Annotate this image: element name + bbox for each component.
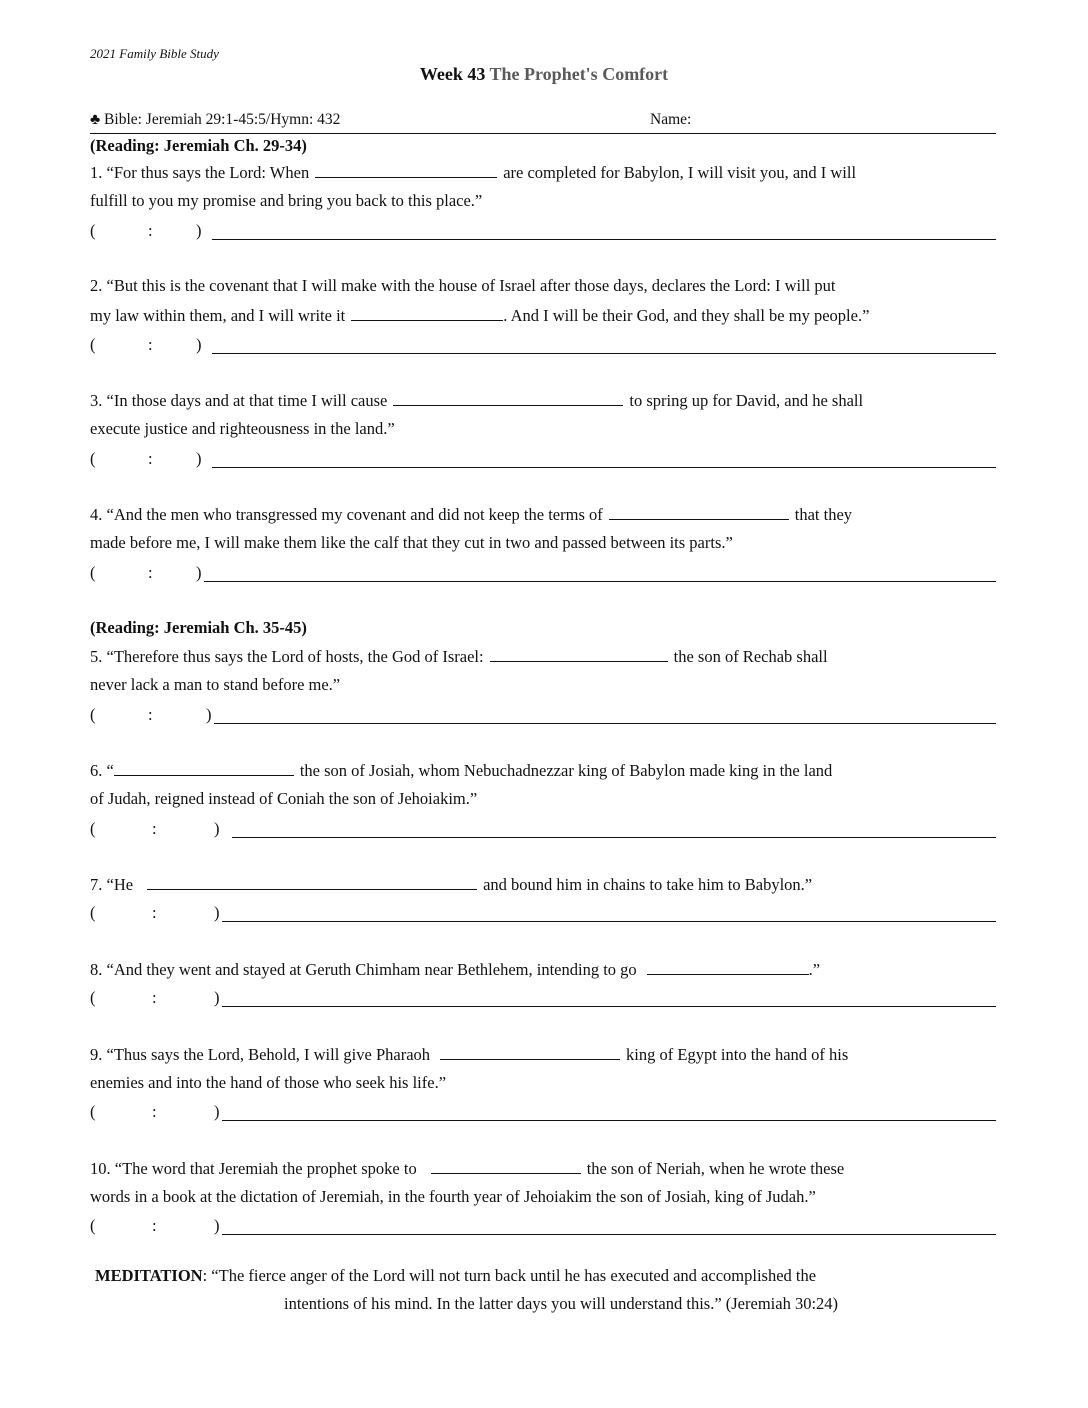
reference-answer-line[interactable] — [222, 1120, 996, 1121]
reference-answer-line[interactable] — [214, 723, 996, 724]
answer-blank[interactable] — [351, 305, 503, 321]
question-10-reference — [90, 1216, 996, 1238]
question-5-line-2: never lack a man to stand before me.” — [90, 675, 341, 694]
question-text: to spring up for David, and he shall — [629, 391, 864, 410]
question-text: 4. “And the men who transgressed my covenant and did not keep the terms of — [90, 505, 603, 524]
colon: : — [148, 335, 153, 354]
question-text: and bound him in chains to take him to Babylon.” — [483, 875, 813, 894]
question-9-line-1 — [90, 1044, 848, 1065]
question-9-line-2: enemies and into the hand of those who seek his life.” — [90, 1073, 447, 1092]
paren-open: ( — [90, 988, 96, 1007]
reference-answer-line[interactable] — [212, 467, 996, 468]
question-text: 5. “Therefore thus says the Lord of hosts, the God of Israel: — [90, 647, 484, 666]
paren-open: ( — [90, 903, 96, 922]
question-text: 6. “ — [90, 761, 114, 780]
question-text: the son of Josiah, whom Nebuchadnezzar king of Babylon made king in the land — [299, 761, 833, 780]
meditation-line-1 — [95, 1266, 816, 1286]
question-8-reference — [90, 988, 996, 1010]
question-10-line-1 — [90, 1158, 844, 1179]
paren-close: ) — [214, 819, 220, 838]
paren-open: ( — [90, 1216, 96, 1235]
meditation-line-2: intentions of his mind. In the latter days you will understand this.” (Jeremiah 30:24) — [284, 1294, 839, 1313]
question-3-line-2: execute justice and righteousness in the land.” — [90, 419, 395, 438]
paren-close: ) — [196, 449, 202, 468]
question-text: 1. “For thus says the Lord: When — [90, 163, 310, 182]
colon: : — [152, 988, 157, 1007]
question-text: my law within them, and I will write it — [90, 306, 346, 325]
question-7-reference — [90, 903, 996, 925]
question-3-reference — [90, 449, 996, 471]
week-label: Week 43 — [419, 64, 486, 84]
question-2-line-2 — [90, 305, 869, 326]
answer-blank[interactable] — [490, 646, 668, 662]
question-8-line-1 — [90, 959, 820, 980]
reference-answer-line[interactable] — [222, 921, 996, 922]
meditation-text: : “The fierce anger of the Lord will not turn back until he has executed and accomplished the — [202, 1266, 817, 1285]
colon: : — [152, 819, 157, 838]
colon: : — [152, 903, 157, 922]
question-text: 7. “He — [90, 875, 134, 894]
lesson-subtitle: The Prophet's Comfort — [489, 64, 669, 84]
section-heading-1: (Reading: Jeremiah Ch. 29-34) — [90, 136, 307, 155]
reference-answer-line[interactable] — [232, 837, 996, 838]
name-label: Name: — [650, 111, 692, 128]
question-6-line-1 — [90, 760, 832, 781]
question-text: the son of Rechab shall — [673, 647, 828, 666]
paren-close: ) — [214, 1216, 220, 1235]
colon: : — [148, 705, 153, 724]
paren-close: ) — [214, 988, 220, 1007]
colon: : — [152, 1102, 157, 1121]
question-9-reference — [90, 1102, 996, 1124]
question-2-line-1: 2. “But this is the covenant that I will make with the house of Israel after those days, declares the Lord: I will put — [90, 276, 836, 295]
paren-open: ( — [90, 705, 96, 724]
question-6-reference — [90, 819, 996, 841]
header-row — [90, 111, 996, 134]
meditation-label: MEDITATION — [95, 1266, 203, 1285]
answer-blank[interactable] — [440, 1044, 620, 1060]
paren-close: ) — [214, 1102, 220, 1121]
paren-close: ) — [196, 335, 202, 354]
answer-blank[interactable] — [647, 959, 809, 975]
answer-blank[interactable] — [315, 162, 497, 178]
question-2-reference — [90, 335, 996, 357]
question-4-line-1 — [90, 504, 852, 525]
paren-close: ) — [196, 221, 202, 240]
section-heading-2: (Reading: Jeremiah Ch. 35-45) — [90, 618, 307, 637]
colon: : — [152, 1216, 157, 1235]
question-text: 8. “And they went and stayed at Geruth Chimham near Bethlehem, intending to go — [90, 960, 637, 979]
question-text: 10. “The word that Jeremiah the prophet spoke to — [90, 1159, 417, 1178]
question-text: . And I will be their God, and they shall be my people.” — [503, 306, 870, 325]
paren-open: ( — [90, 1102, 96, 1121]
reference-answer-line[interactable] — [204, 581, 996, 582]
question-10-line-2: words in a book at the dictation of Jeremiah, in the fourth year of Jehoiakim the son of Josiah, king of Judah.” — [90, 1187, 816, 1206]
question-text: that they — [794, 505, 853, 524]
answer-blank[interactable] — [431, 1158, 581, 1174]
reference-answer-line[interactable] — [212, 353, 996, 354]
answer-blank[interactable] — [147, 874, 477, 890]
answer-blank[interactable] — [114, 760, 294, 776]
question-text: 9. “Thus says the Lord, Behold, I will give Pharaoh — [90, 1045, 431, 1064]
colon: : — [148, 563, 153, 582]
paren-open: ( — [90, 335, 96, 354]
paren-open: ( — [90, 221, 96, 240]
question-4-line-2: made before me, I will make them like the calf that they cut in two and passed between its parts.” — [90, 533, 733, 552]
question-6-line-2: of Judah, reigned instead of Coniah the son of Jehoiakim.” — [90, 789, 478, 808]
question-text: are completed for Babylon, I will visit you, and I will — [503, 163, 857, 182]
series-title: 2021 Family Bible Study — [90, 46, 219, 61]
question-5-line-1 — [90, 646, 828, 667]
colon: : — [148, 449, 153, 468]
question-1-line-1 — [90, 162, 856, 183]
reference-answer-line[interactable] — [222, 1006, 996, 1007]
answer-blank[interactable] — [393, 390, 623, 406]
question-7-line-1 — [90, 874, 812, 895]
question-1-reference — [90, 221, 996, 243]
reference-answer-line[interactable] — [212, 239, 996, 240]
question-5-reference — [90, 705, 996, 727]
paren-close: ) — [206, 705, 212, 724]
colon: : — [148, 221, 153, 240]
question-3-line-1 — [90, 390, 863, 411]
question-text: 3. “In those days and at that time I will cause — [90, 391, 388, 410]
answer-blank[interactable] — [609, 504, 789, 520]
paren-open: ( — [90, 819, 96, 838]
question-1-line-2: fulfill to you my promise and bring you back to this place.” — [90, 191, 483, 210]
paren-open: ( — [90, 563, 96, 582]
paren-close: ) — [214, 903, 220, 922]
page-title — [0, 64, 1088, 85]
paren-open: ( — [90, 449, 96, 468]
question-text: king of Egypt into the hand of his — [626, 1045, 849, 1064]
paren-close: ) — [196, 563, 202, 582]
bible-reference: ♣ Bible: Jeremiah 29:1-45:5/Hymn: 432 — [90, 111, 341, 128]
question-4-reference — [90, 563, 996, 585]
question-text: the son of Neriah, when he wrote these — [586, 1159, 845, 1178]
question-text: .” — [808, 960, 821, 979]
reference-answer-line[interactable] — [222, 1234, 996, 1235]
